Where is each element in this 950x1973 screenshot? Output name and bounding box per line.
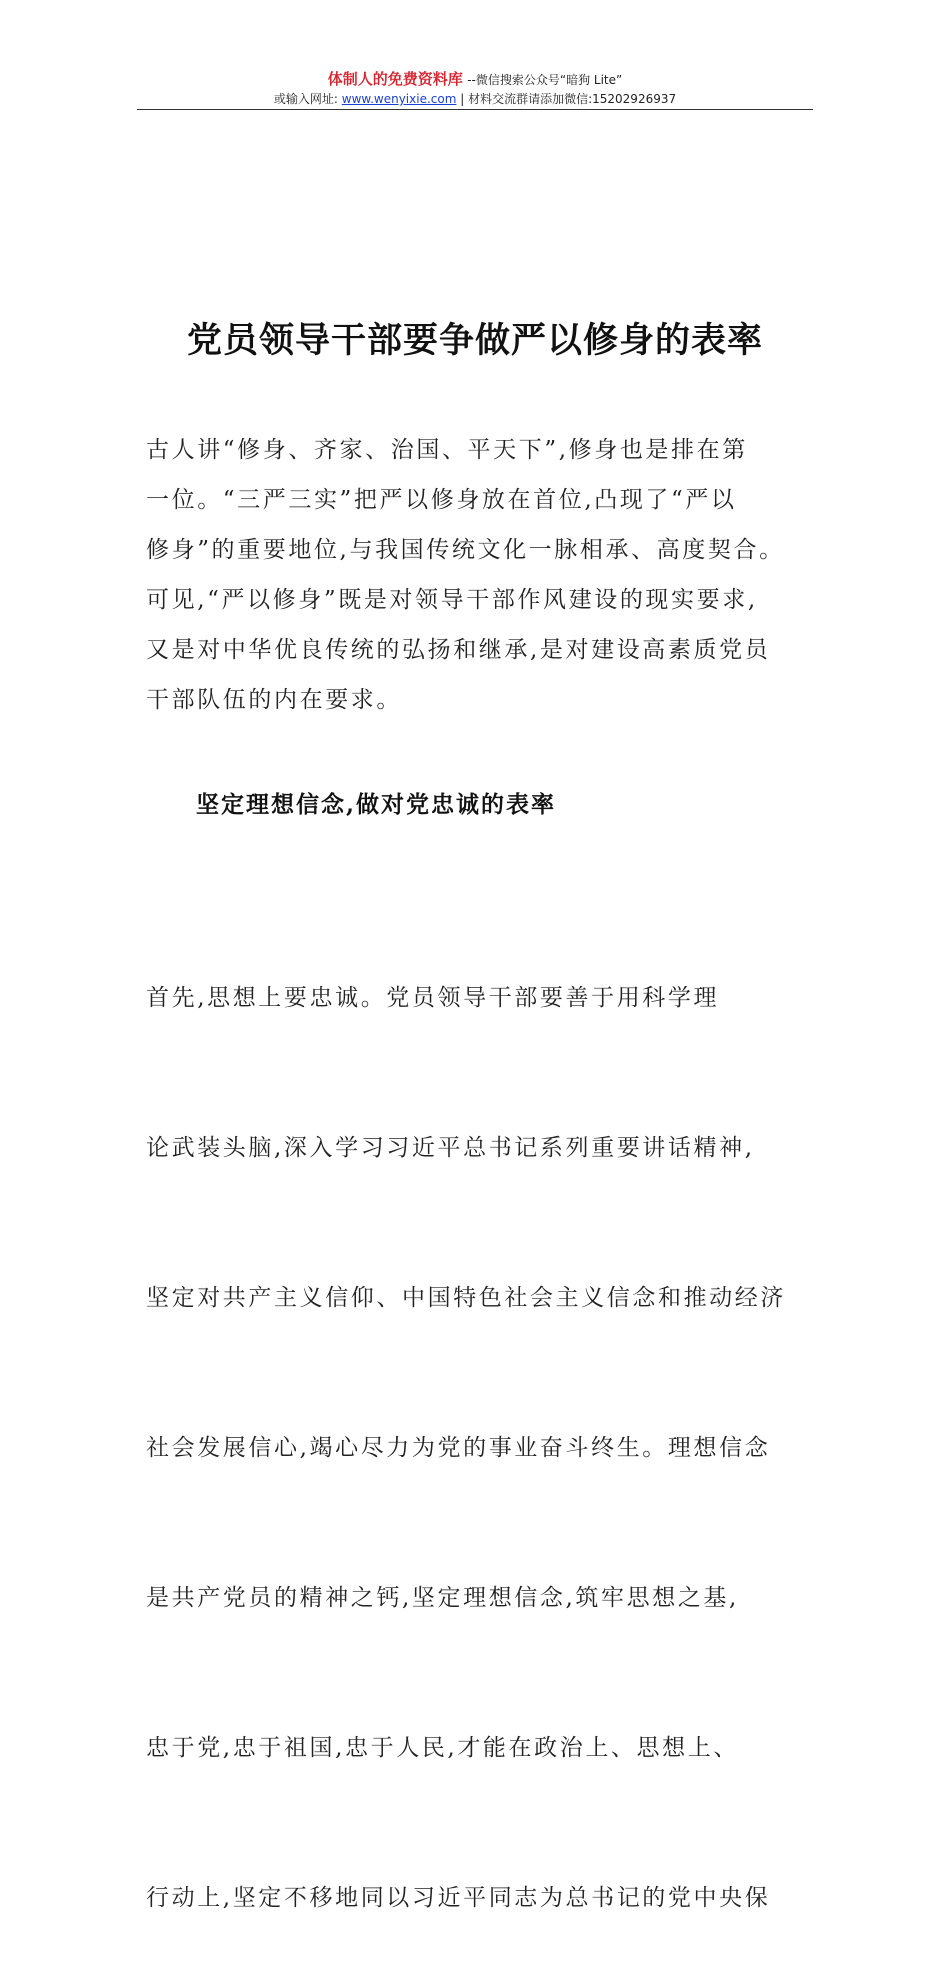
paragraph-line: 又是对中华优良传统的弘扬和继承,是对建设高素质党员 (146, 637, 771, 663)
paragraph-line: 古人讲“修身、齐家、治国、平天下”,修身也是排在第 (146, 437, 748, 463)
section-heading: 坚定理想信念,做对党忠诚的表率 (196, 791, 557, 818)
paragraph-line: 行动上,坚定不移地同以习近平同志为总书记的党中央保 (146, 1885, 771, 1911)
paragraph-line: 首先,思想上要忠诚。党员领导干部要善于用科学理 (146, 985, 720, 1011)
header-url-prefix: 或输入网址: (273, 92, 338, 106)
paragraph-section-1 (146, 873, 786, 1973)
header-line-2 (0, 91, 950, 107)
paragraph-line: 忠于党,忠于祖国,忠于人民,才能在政治上、思想上、 (146, 1735, 739, 1761)
paragraph-line: 修身”的重要地位,与我国传统文化一脉相承、高度契合。 (146, 537, 785, 563)
paragraph-line: 一位。“三严三实”把严以修身放在首位,凸现了“严以 (146, 487, 737, 513)
paragraph-intro (146, 425, 785, 725)
header-subtitle: --微信搜索公众号“暗狗 Lite” (467, 73, 623, 87)
header-line-1 (0, 70, 950, 89)
header-brand: 体制人的免费资料库 (327, 70, 463, 88)
paragraph-line: 社会发展信心,竭心尽力为党的事业奋斗终生。理想信念 (146, 1435, 771, 1461)
paragraph-line: 可见,“严以修身”既是对领导干部作风建设的现实要求, (146, 587, 758, 613)
header-divider (137, 109, 813, 110)
header-contact: | 材料交流群请添加微信:15202926937 (460, 92, 677, 106)
header-url-link[interactable]: www.wenyixie.com (341, 92, 457, 106)
paragraph-line: 坚定对共产主义信仰、中国特色社会主义信念和推动经济 (146, 1285, 786, 1311)
paragraph-line: 是共产党员的精神之钙,坚定理想信念,筑牢思想之基, (146, 1585, 739, 1611)
paragraph-line: 干部队伍的内在要求。 (146, 687, 402, 713)
paragraph-line: 论武装头脑,深入学习习近平总书记系列重要讲话精神, (146, 1135, 755, 1161)
document-title: 党员领导干部要争做严以修身的表率 (186, 320, 763, 361)
